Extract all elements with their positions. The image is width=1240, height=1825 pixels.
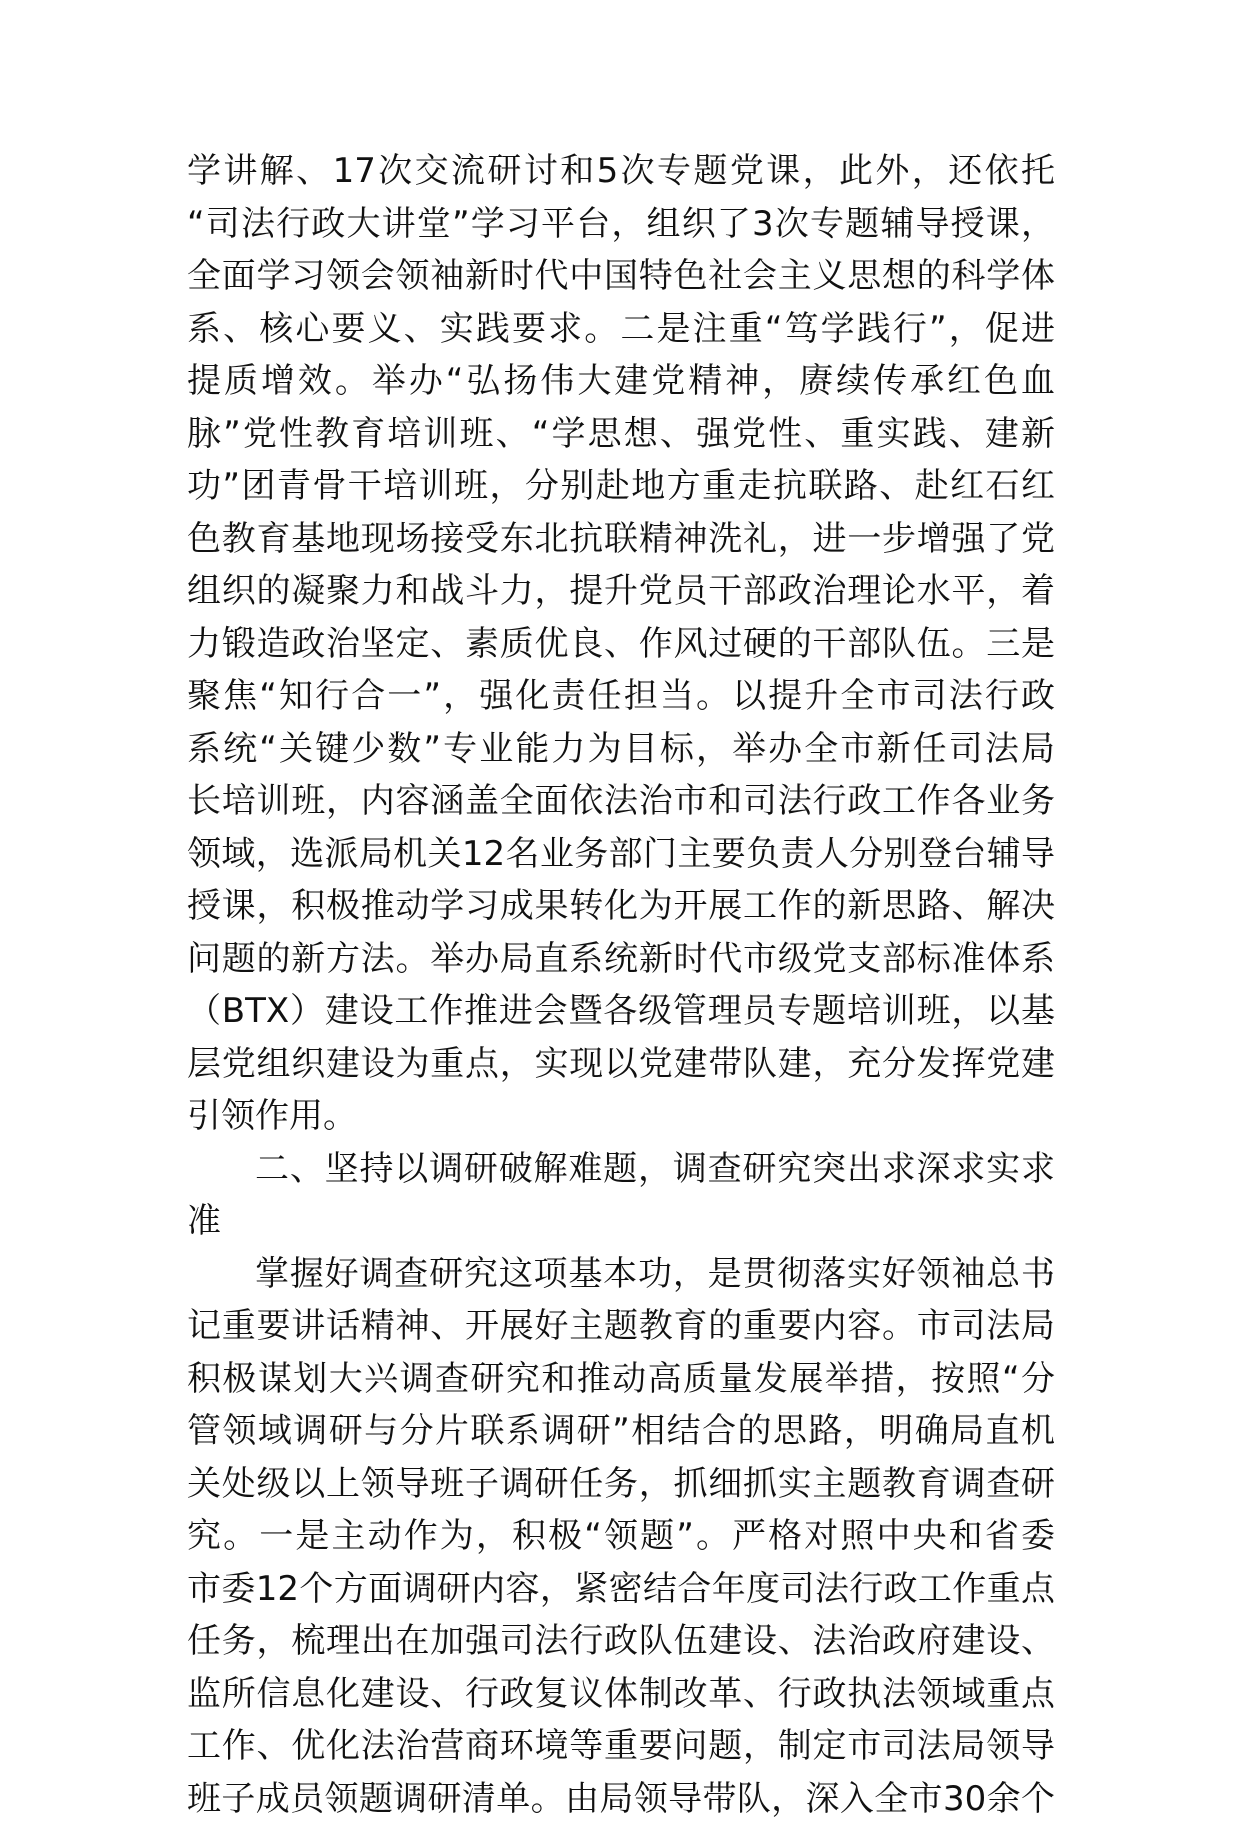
text-line: 系、核心要义、实践要求。二是注重“笃学践行”，促进 (187, 303, 1055, 356)
text-line: 任务，梳理出在加强司法行政队伍建设、法治政府建设、 (187, 1615, 1055, 1668)
text-line: 系统“关键少数”专业能力为目标，举办全市新任司法局 (187, 723, 1055, 776)
text-line: 授课，积极推动学习成果转化为开展工作的新思路、解决 (187, 880, 1055, 933)
document-body (187, 145, 1055, 1825)
paragraph-end-line: 引领作用。 (187, 1090, 1055, 1143)
section-heading-continued: 准 (187, 1195, 1055, 1248)
text-line: 脉”党性教育培训班、“学思想、强党性、重实践、建新 (187, 408, 1055, 461)
text-line: 力锻造政治坚定、素质优良、作风过硬的干部队伍。三是 (187, 618, 1055, 671)
text-line: 功”团青骨干培训班，分别赴地方重走抗联路、赴红石红 (187, 460, 1055, 513)
text-line: 管领域调研与分片联系调研”相结合的思路，明确局直机 (187, 1405, 1055, 1458)
text-line: 积极谋划大兴调查研究和推动高质量发展举措，按照“分 (187, 1353, 1055, 1406)
text-line: 市委12个方面调研内容，紧密结合年度司法行政工作重点 (187, 1563, 1055, 1616)
text-line: 关处级以上领导班子调研任务，抓细抓实主题教育调查研 (187, 1458, 1055, 1511)
text-line: 究。一是主动作为，积极“领题”。严格对照中央和省委 (187, 1510, 1055, 1563)
text-line: 色教育基地现场接受东北抗联精神洗礼，进一步增强了党 (187, 513, 1055, 566)
text-line: 层党组织建设为重点，实现以党建带队建，充分发挥党建 (187, 1038, 1055, 1091)
text-line: 聚焦“知行合一”，强化责任担当。以提升全市司法行政 (187, 670, 1055, 723)
text-line: 记重要讲话精神、开展好主题教育的重要内容。市司法局 (187, 1300, 1055, 1353)
text-line: 领域，选派局机关12名业务部门主要负责人分别登台辅导 (187, 828, 1055, 881)
section-heading: 二、坚持以调研破解难题，调查研究突出求深求实求 (187, 1143, 1055, 1196)
paragraph-start-line: 掌握好调查研究这项基本功，是贯彻落实好领袖总书 (187, 1248, 1055, 1301)
text-line: 问题的新方法。举办局直系统新时代市级党支部标准体系 (187, 933, 1055, 986)
text-line: 监所信息化建设、行政复议体制改革、行政执法领域重点 (187, 1668, 1055, 1721)
text-line: 提质增效。举办“弘扬伟大建党精神，赓续传承红色血 (187, 355, 1055, 408)
text-line: 全面学习领会领袖新时代中国特色社会主义思想的科学体 (187, 250, 1055, 303)
text-line: 工作、优化法治营商环境等重要问题，制定市司法局领导 (187, 1720, 1055, 1773)
text-line: 组织的凝聚力和战斗力，提升党员干部政治理论水平，着 (187, 565, 1055, 618)
text-line: “司法行政大讲堂”学习平台，组织了3次专题辅导授课， (187, 198, 1055, 251)
text-line: 学讲解、17次交流研讨和5次专题党课，此外，还依托 (187, 145, 1055, 198)
text-line: 班子成员领题调研清单。由局领导带队，深入全市30余个 (187, 1773, 1055, 1825)
text-line: 长培训班，内容涵盖全面依法治市和司法行政工作各业务 (187, 775, 1055, 828)
text-line: （BTX）建设工作推进会暨各级管理员专题培训班，以基 (187, 985, 1055, 1038)
